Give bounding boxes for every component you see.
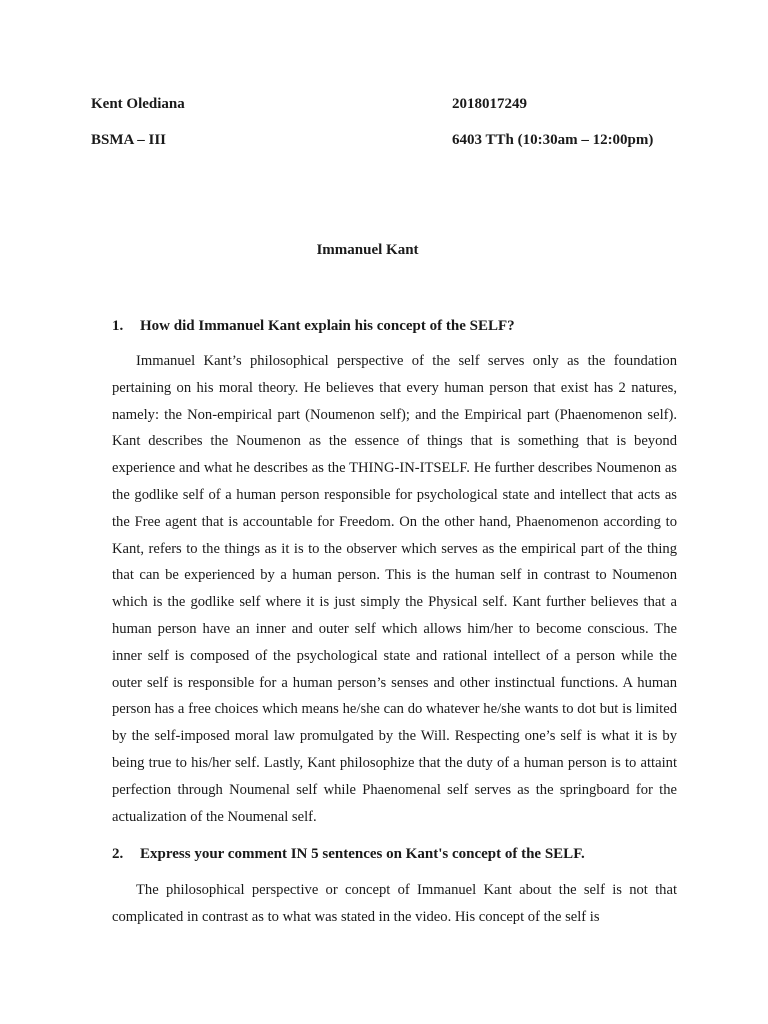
class-schedule: 6403 TTh (10:30am – 12:00pm) [452,132,654,148]
question-1-number: 1. [112,318,124,334]
question-2-text: Express your comment IN 5 sentences on Kant's concept of the SELF. [140,846,585,862]
answer-2-paragraph: The philosophical perspective or concept of Immanuel Kant about the self is not that complicated in contrast as to what was stated in the video. His concept of the self is [112,882,677,925]
question-1 [112,318,672,335]
answer-1-paragraph: Immanuel Kant’s philosophical perspective of the self serves only as the foundation pertaining on his moral theory. He believes that every human person that exist has 2 natures, namely: the Non-empirical part (Noumenon self); and the Empirical part (Phaenomenon self). Kant describes the Noumenon as the essence of things that is something that is beyond experience and what he describes as the THING-IN-ITSELF. He further describes Noumenon as the godlike self of a human person responsible for psychological state and intellect that acts as the Free agent that is accountable for Freedom. On the other hand, Phaenomenon according to Kant, refers to the things as it is to the observer which serves as the empirical part of the thing that can be experienced by a human person. This is the human self in contrast to Noumenon which is the godlike self where it is just simply the Physical self. Kant further believes that a human person have an inner and outer self which allows him/her to become conscious. The inner self is composed of the psychological state and rational intellect of a person while the outer self is responsible for a human person’s senses and other instinctual functions. A human person has a free choices which means he/she can do whatever he/she wants to dot but is limited by the self-imposed moral law promulgated by the Will. Respecting one’s self is what it is by being true to his/her self. Lastly, Kant philosophize that the duty of a human person is to attaint perfection through Noumenal self while Phaenomenal self serves as the springboard for the actualization of the Noumenal self. [112,353,677,825]
document-title: Immanuel Kant [316,242,419,258]
student-id: 2018017249 [452,96,527,112]
question-1-text: How did Immanuel Kant explain his concept of the SELF? [140,318,515,334]
question-2 [112,846,672,863]
course-section: BSMA – III [91,132,167,148]
question-2-number: 2. [112,846,124,862]
student-name: Kent Olediana [91,96,185,112]
